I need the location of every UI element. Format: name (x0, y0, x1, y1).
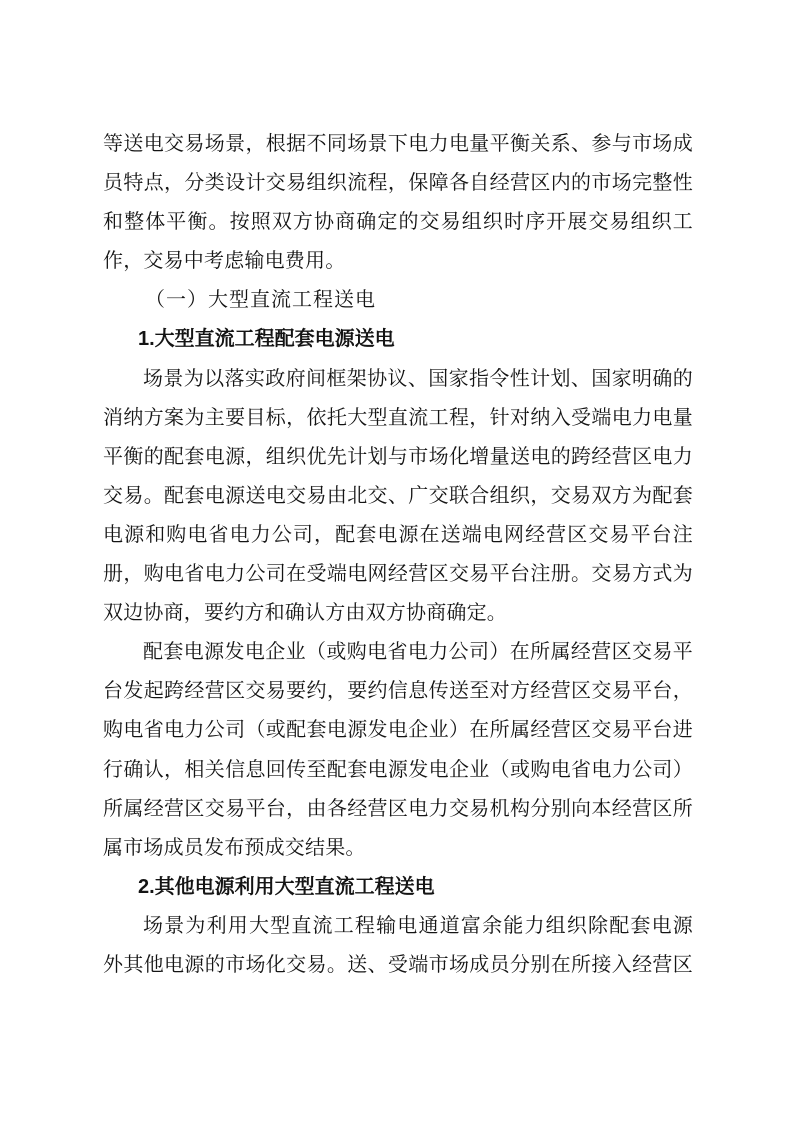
body-line: 配套电源发电企业（或购电省电力公司）在所属经营区交易平 (143, 641, 693, 664)
section-heading: （一）大型直流工程送电 (145, 289, 376, 312)
body-line: 和整体平衡。按照双方协商确定的交易组织时序开展交易组织工 (103, 211, 693, 234)
body-line: 外其他电源的市场化交易。送、受端市场成员分别在所接入经营区 (103, 953, 693, 976)
body-line: 台发起跨经营区交易要约，要约信息传送至对方经营区交易平台， (103, 680, 693, 703)
numbered-heading-1: 1.大型直流工程配套电源送电 (138, 328, 395, 351)
numbered-heading-2: 2.其他电源利用大型直流工程送电 (138, 875, 435, 898)
body-line: 场景为利用大型直流工程输电通道富余能力组织除配套电源 (143, 914, 693, 937)
body-line: 行确认，相关信息回传至配套电源发电企业（或购电省电力公司） (103, 758, 693, 781)
body-line: 电源和购电省电力公司，配套电源在送端电网经营区交易平台注 (103, 523, 693, 546)
body-line: 等送电交易场景，根据不同场景下电力电量平衡关系、参与市场成 (103, 133, 693, 155)
body-line: 册，购电省电力公司在受端电网经营区交易平台注册。交易方式为 (103, 563, 693, 586)
body-line: 消纳方案为主要目标，依托大型直流工程，针对纳入受端电力电量 (103, 406, 693, 429)
body-line: 作，交易中考虑输电费用。 (103, 250, 346, 273)
body-line: 购电省电力公司（或配套电源发电企业）在所属经营区交易平台进 (103, 719, 693, 742)
body-line: 双边协商，要约方和确认方由双方协商确定。 (103, 602, 507, 625)
body-line: 员特点，分类设计交易组织流程，保障各自经营区内的市场完整性 (103, 172, 693, 195)
body-line: 交易。配套电源送电交易由北交、广交联合组织，交易双方为配套 (103, 484, 693, 507)
body-line: 场景为以落实政府间框架协议、国家指令性计划、国家明确的 (143, 367, 693, 390)
body-line: 属市场成员发布预成交结果。 (103, 836, 366, 859)
body-line: 平衡的配套电源，组织优先计划与市场化增量送电的跨经营区电力 (103, 445, 693, 468)
body-line: 所属经营区交易平台，由各经营区电力交易机构分别向本经营区所 (103, 797, 693, 820)
document-body (103, 125, 693, 985)
